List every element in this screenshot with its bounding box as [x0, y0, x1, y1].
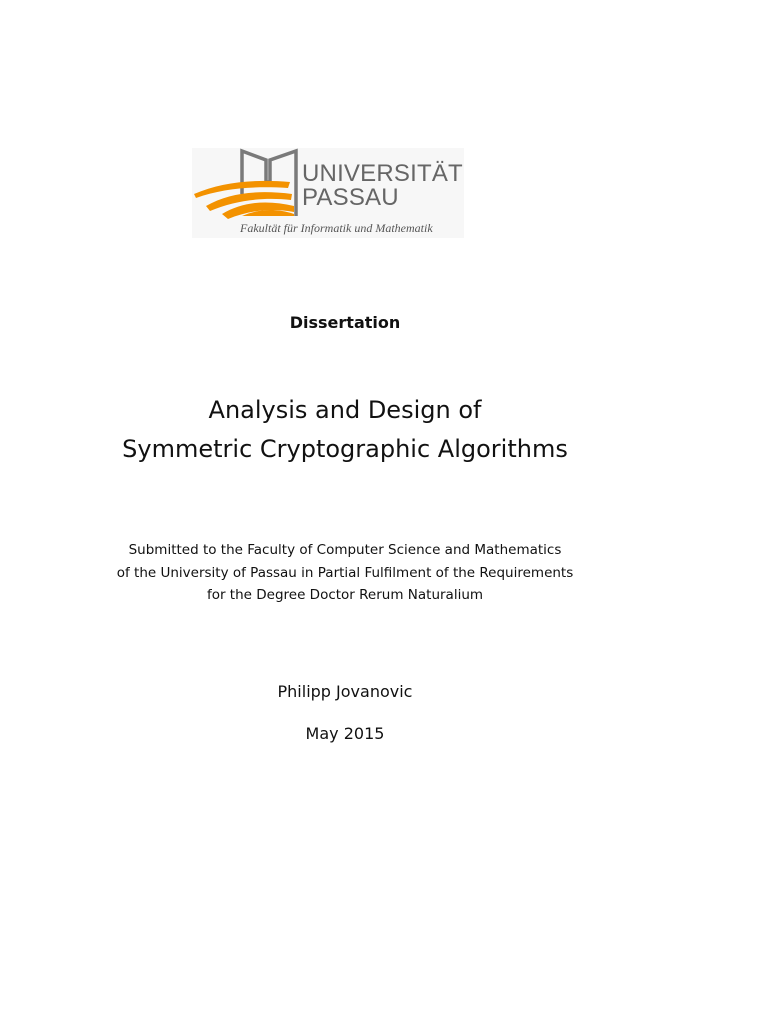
university-name-line2: PASSAU — [302, 184, 399, 211]
thesis-title — [0, 391, 690, 469]
faculty-name: Fakultät für Informatik und Mathematik — [240, 221, 433, 235]
author-name: Philipp Jovanovic — [277, 682, 413, 701]
submission-line1: Submitted to the Faculty of Computer Science and Mathematics — [128, 542, 562, 558]
university-name — [302, 162, 463, 210]
submission-date: May 2015 — [305, 724, 385, 743]
submission-line2: of the University of Passau in Partial Fulfilment of the Requirements — [116, 564, 574, 581]
thesis-title-line2: Symmetric Cryptographic Algorithms — [122, 435, 568, 463]
submission-line3: for the Degree Doctor Rerum Naturalium — [206, 587, 484, 603]
document-type: Dissertation — [289, 313, 401, 332]
university-name-line1: UNIVERSITÄT — [302, 160, 463, 187]
submission-statement — [0, 539, 690, 607]
thesis-title-line1: Analysis and Design of — [208, 396, 482, 424]
university-logo — [192, 148, 464, 238]
